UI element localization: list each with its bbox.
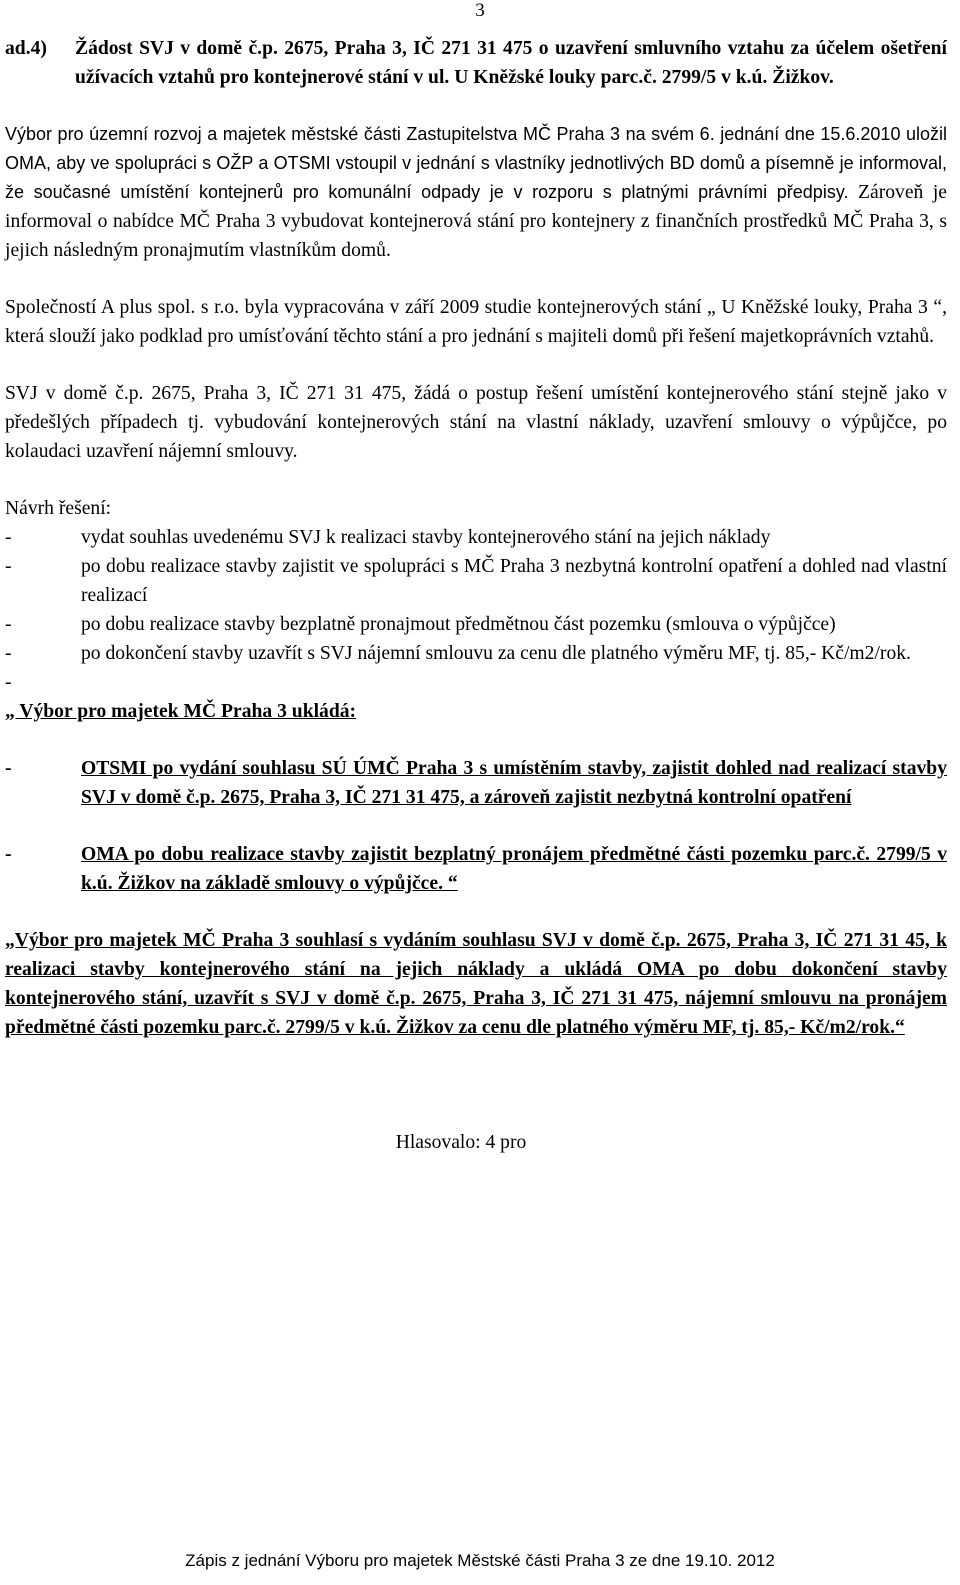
background-paragraph [5,120,947,265]
resolution-list [5,754,947,898]
background-text-start: Výbor pro územní rozvoj a majetek městské části Zastupitelstva MČ Praha 3 na svém 6. jednání dne 15.6. [5,124,861,144]
proposal-list [5,523,947,697]
page-number: 3 [475,0,485,21]
document-body [5,34,947,1157]
proposal-item: - po dokončení stavby uzavřít s SVJ nájemní smlouvu za cenu dle platného výměru MF, tj. 85,- Kč/m2/rok. [5,643,911,664]
vote-result: Hlasovalo: 4 pro [395,1132,527,1153]
proposal-item: - po dobu realizace stavby bezplatně pronajmout předmětnou část pozemku (smlouva o výpůjčce) [5,614,836,635]
request-paragraph: SVJ v domě č.p. 2675, Praha 3, IČ 271 31 475, žádá o postup řešení umístění kontejnerového stání stejně jako v předešlých případech tj. vybudování kontejnerových stání na vlastní náklady, uzavření smlouvy o výpůjčce, po kolaudaci uzavření nájemní smlouvy. [5,383,947,462]
agenda-item-heading [5,34,947,92]
background-text-middle: 2010 uložil OMA, aby ve spolupráci s OŽP a OTSMI vstoupil v jednání s vlastníky jednotlivých BD domů a písemně je informoval, že současné umístění kontejnerů pro komunální odpady je v rozporu s platnými právními předpisy. [5,124,947,202]
resolution-item: - OTSMI po vydání souhlasu SÚ ÚMČ Praha 3 s umístěním stavby, zajistit dohled nad realizací stavby SVJ v domě č.p. 2675, Praha 3, IČ 271 31 475, a zároveň zajistit nezbytná kontrolní opatření [5,758,947,808]
study-paragraph: Společností A plus spol. s r.o. byla vypracována v září 2009 studie kontejnerových stání „ U Kněžské louky, Praha 3 “, která slouží jako podklad pro umísťování těchto stání a pro jednání s majiteli domů při řešení majetkoprávních vztahů. [5,297,947,347]
proposal-label: Návrh řešení: [5,498,112,519]
proposal-item: - vydat souhlas uvedenému SVJ k realizaci stavby kontejnerového stání na jejich náklady [5,527,771,548]
background-text-end: Zároveň je informoval o nabídce MČ Praha 3 vybudovat kontejnerová stání pro kontejnery z finančních prostředků MČ Praha 3, s jejich následným pronajmutím vlastníkům domů. [5,182,947,261]
agenda-item-number: ad.4) [5,38,47,59]
agenda-item-title: Žádost SVJ v domě č.p. 2675, Praha 3, IČ 271 31 475 o uzavření smluvního vztahu za účelem ošetření užívacích vztahů pro kontejnerové stání v ul. U Kněžské louky parc.č. 2799/5 v k.ú. Žižkov. [75,38,947,88]
resolution-item: - OMA po dobu realizace stavby zajistit bezplatný pronájem předmětné části pozemku parc.č. 2799/5 v k.ú. Žižkov na základě smlouvy o výpůjčce. “ [5,844,947,894]
proposal-item: - [5,672,12,693]
page-footer: Zápis z jednání Výboru pro majetek Městské části Praha 3 ze dne 19.10. 2012 [185,1551,775,1570]
resolution-title: „ Výbor pro majetek MČ Praha 3 ukládá: [5,701,357,722]
consent-resolution: „Výbor pro majetek MČ Praha 3 souhlasí s vydáním souhlasu SVJ v domě č.p. 2675, Praha 3, IČ 271 31 45, k realizaci stavby kontejnerového stání na jejich náklady a ukládá OMA po dobu dokončení stavby kontejnerového stání, uzavřít s SVJ v domě č.p. 2675, Praha 3, IČ 271 31 475, nájemní smlouvu na pronájem předmětné části pozemku parc.č. 2799/5 v k.ú. Žižkov za cenu dle platného výměru MF, tj. 85,- Kč/m2/rok.“ [5,930,947,1038]
proposal-item: - po dobu realizace stavby zajistit ve spolupráci s MČ Praha 3 nezbytná kontrolní opatření a dohled nad vlastní realizací [5,556,947,606]
